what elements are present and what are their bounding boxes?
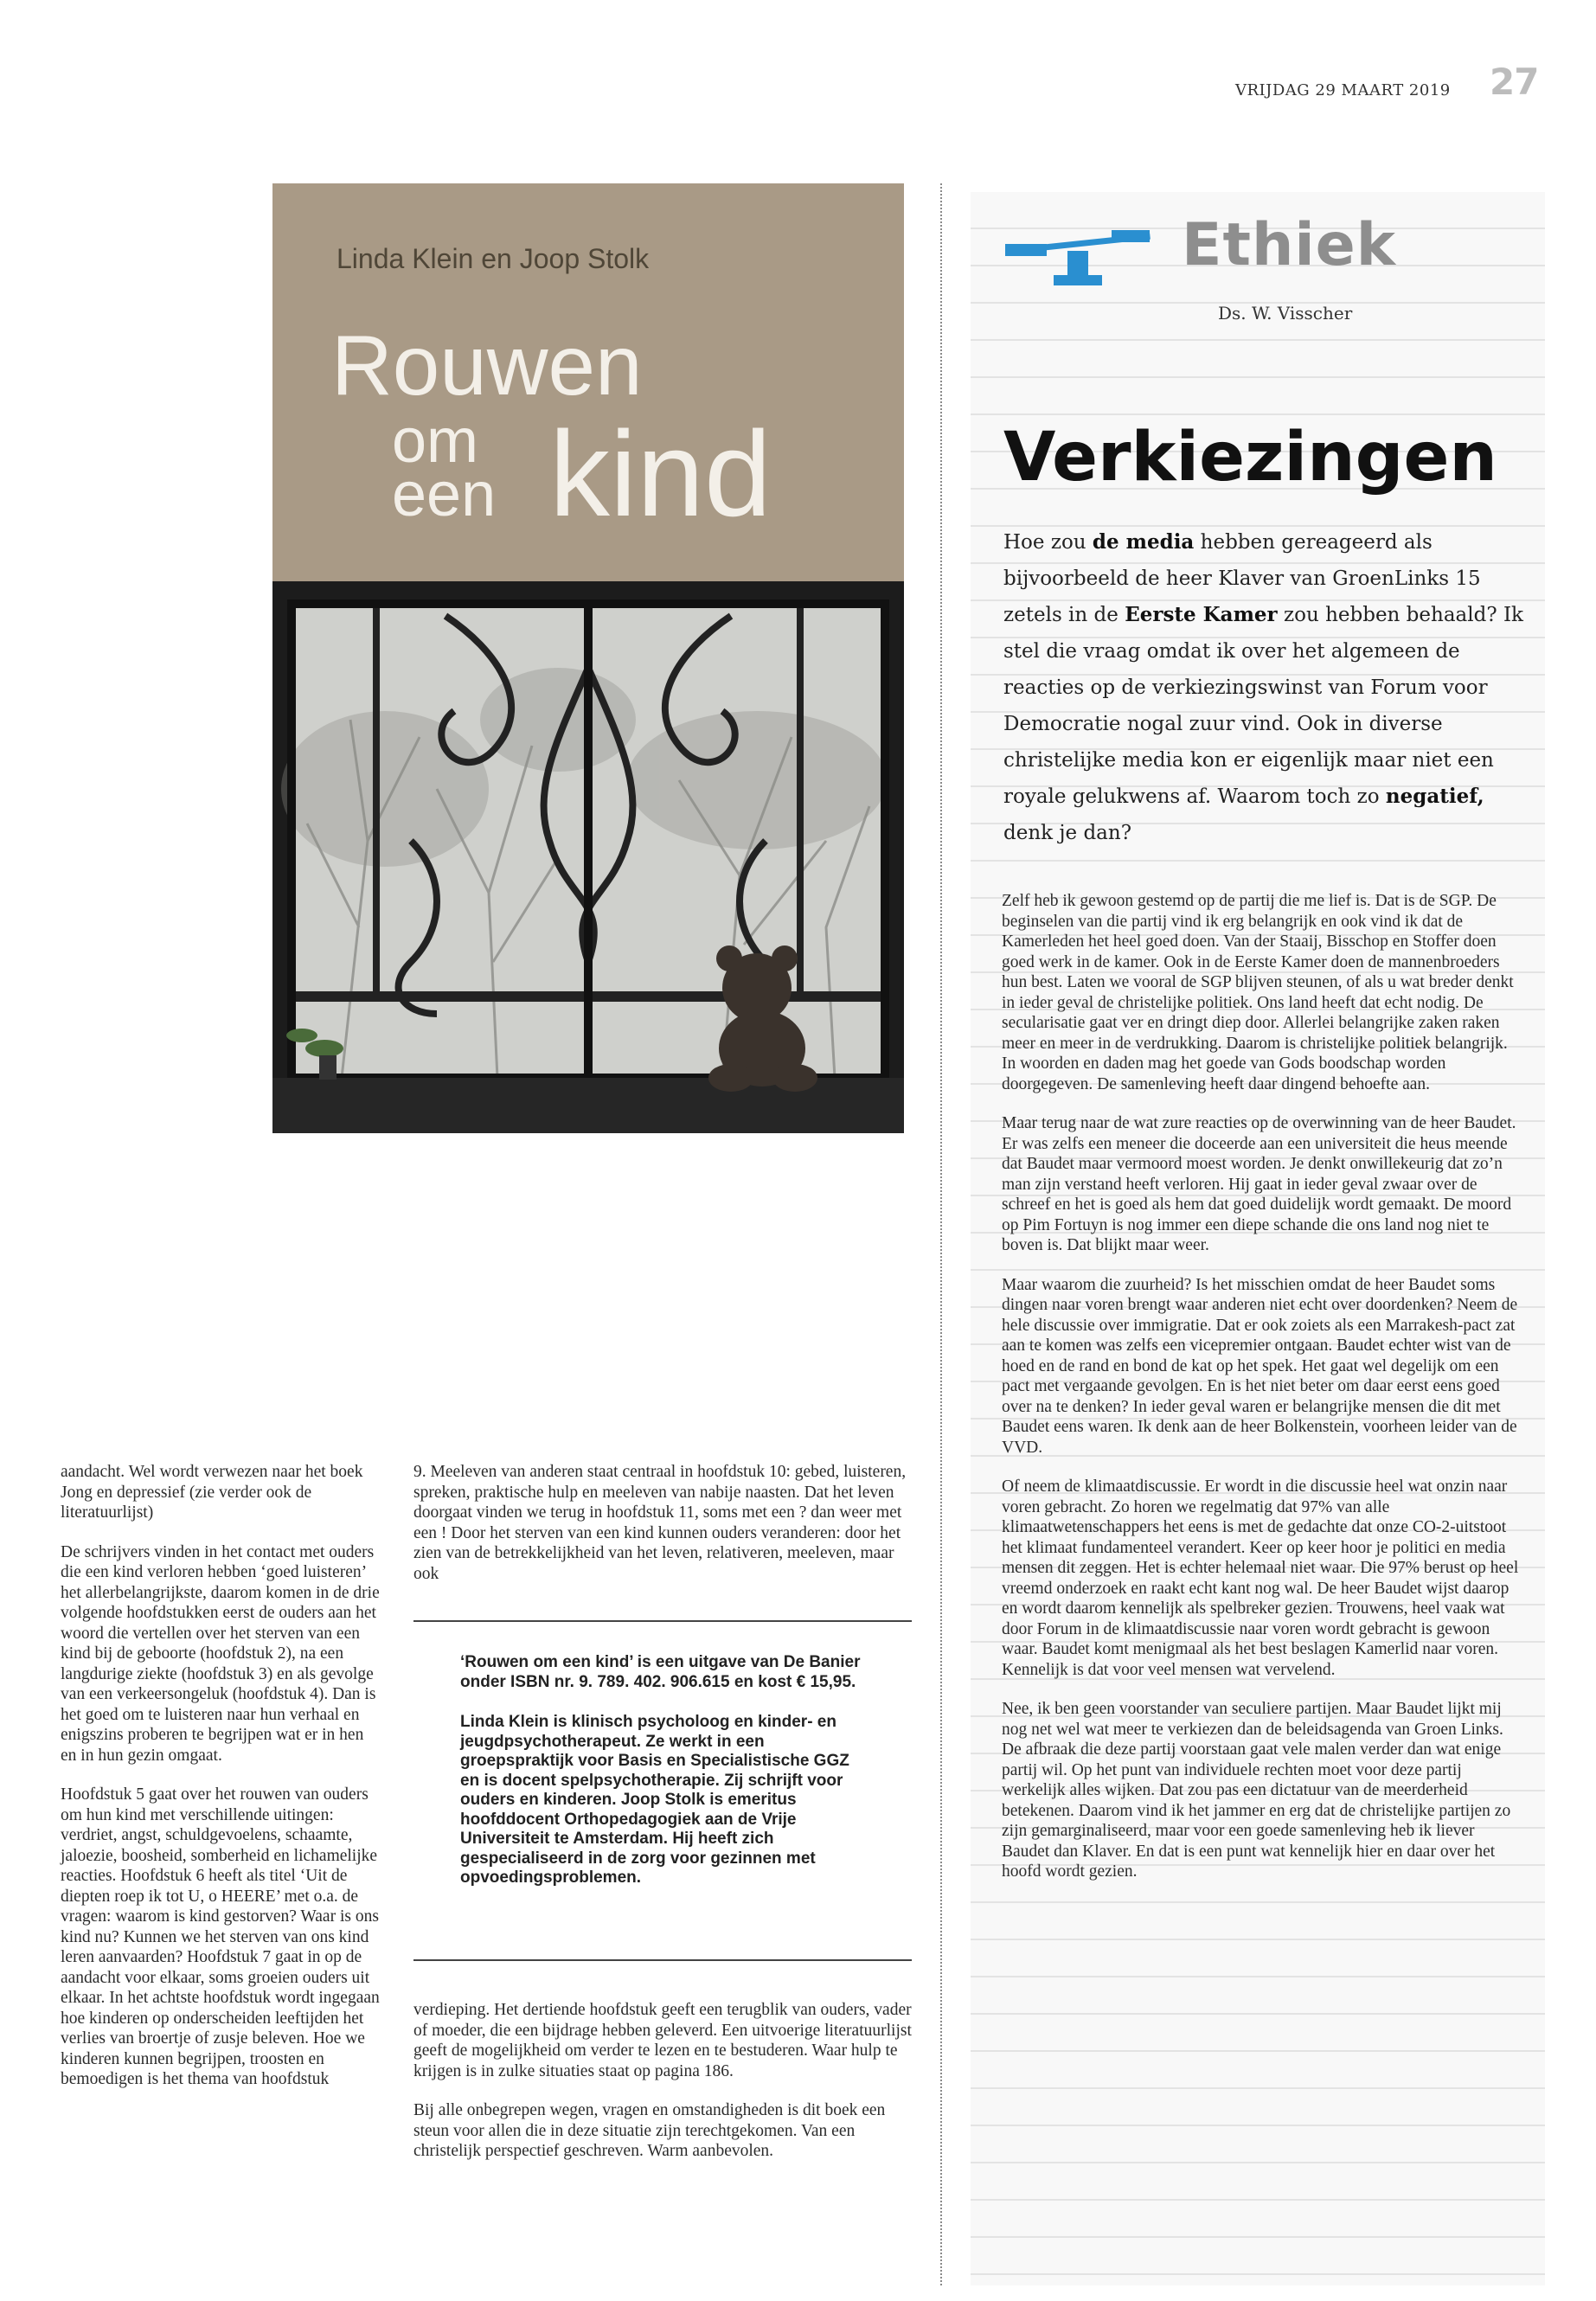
column-paragraph: Zelf heb ik gewoon gestemd op de partij die me lief is. Dat is de SGP. De beginselen van die partij vind ik erg belangrijk en ook vind ik dat de Kamerleden het heel goed doen. Van der Staaij, Bisschop en Stoffer doen goed werk in de kamer. Ook in de Eerste Kamer doen de mannenbroeders hun best. Laten we vooral de SGP blijven steunen, of als u wat breder denkt in ieder geval de christelijke politiek. Ons land heeft dat echt nodig. De secularisatie gaat ver en dringt diep door. Allerlei belangrijke zaken raken meer en meer in de verdrukking. Daarom is christelijke politiek belangrijk. In woorden en daden mag het goede van Gods boodschap worden doorgegeven. De samenleving heeft daar dingend behoefte aan. (1002, 892, 1514, 1093)
column-paragraph: Nee, ik ben geen voorstander van seculiere partijen. Maar Baudet lijkt mij nog net wel wat meer te verkiezen dan de beleidsagenda van Groen Links. De afbraak die deze partij voorstaan gaat vele malen verder dan wat enige partij wil. Op het punt van individuele rechten moet voor deze partij werkelijk alles wijken. Dat zou pas een dictatuur van de meerderheid betekenen. Daarom vind ik het jammer en erg dat de christelijke partijen zo zijn gemarginaliseerd, maar voor een goede samenleving heb ik liever Baudet dan Klaver. En dat is een punt wat kennelijk hier en daar over het hoofd wordt gezien. (1002, 1700, 1511, 1881)
review-column-2-bottom (413, 2000, 912, 2162)
section-title: Ethiek (1182, 211, 1397, 279)
review-paragraph: De schrijvers vinden in het contact met ouders die een kind verloren hebben ‘goed luisteren’ het allerbelangrijkste, daarom komen in de drie volgende hoofdstukken eerst de ouders aan het woord die vertellen over het sterven van een kind bij de geboorte (hoofdstuk 2), na een langdurige ziekte (hoofdstuk 3) en als gevolge van een verkeersongeluk (hoofdstuk 4). Dan is het goed om te luisteren naar hun verhaal en enigszins proberen te begrijpen wat er in hen en in hun gezin omgaat. (61, 1542, 380, 1765)
cover-title-line1: Rouwen (331, 317, 643, 413)
scales-icon (1003, 215, 1152, 292)
review-paragraph: 9. Meeleven van anderen staat centraal in hoofdstuk 10: gebed, luisteren, spreken, praktische hulp en meeleven van nabije naasten. Dat het leven doorgaat vinden we terug in hoofdstuk 11, soms met een ? dan weer met een ! Door het sterven van een kind kunnen ouders veranderen: door het zien van de betrekkelijkheid van het leven, relativeren, meeleven, maar ook (413, 1463, 907, 1583)
review-column-1 (61, 1462, 382, 2090)
review-column-2-top (413, 1462, 912, 1584)
author-info-text: Linda Klein is klinisch psycholoog en kinder- en jeugdpsychotherapeut. Ze werkt in een groepspraktijk voor Basis en Specialistische GGZ en is docent spelpsychotherapie. Zij schrijft voor ouders en kinderen. Joop Stolk is emeritus hoofddocent Orthopedagogiek aan de Vrije Universiteit te Amsterdam. Hij heeft zich gespecialiseerd in de zorg voor gezinnen met opvoedingsproblemen. (460, 1713, 849, 1887)
review-paragraph: Hoofdstuk 5 gaat over het rouwen van ouders om hun kind met verschillende uitingen: verdriet, angst, schuldgevoelens, schaamte, jaloezie, boosheid, somberheid en lichamelijke reacties. Hoofdstuk 6 heeft als titel ‘Uit de diepten roep ik tot U, o HEERE’ met o.a. de vragen: waarom is kind gestorven? Waar is ons kind nu? Kunnen we het sterven van ons kind leren aanvaarden? Hoofdstuk 7 gaat in op de aandacht voor elkaar, soms groeien ouders uit elkaar. In het achtste hoofdstuk wordt ingegaan hoe kinderen op onderscheiden leeftijden het verlies van broertje of zusje beleven. Hoe we kinderen kunnen begrijpen, troosten en bemoedigen is het thema van hoofdstuk (61, 1785, 380, 2088)
book-cover-photo (272, 183, 904, 1133)
page-date: VRIJDAG 29 MAART 2019 (1235, 81, 1451, 99)
review-paragraph: verdieping. Het dertiende hoofdstuk geeft een terugblik van ouders, vader of moeder, die een bijdrage hebben geleverd. Een uitvoerige literatuurlijst geeft de mogelijkheid om verder te lezen en te bestuderen. Waar hulp te krijgen is in zulke situaties staat op pagina 186. (413, 2001, 912, 2080)
column-divider (940, 183, 942, 2285)
lead-paragraph: Hoe zou de media hebben gereageerd als bijvoorbeeld de heer Klaver van GroenLinks 15 zetels in de Eerste Kamer zou hebben behaald? Ik stel die vraag omdat ik over het algemeen de reacties op de verkiezingswinst van Forum voor Democratie nogal zuur vind. Ook in diverse christelijke media kon er eigenlijk maar niet een royale gelukwens af. Waarom toch zo negatief, denk je dan? (1003, 530, 1523, 844)
cover-authors: Linda Klein en Joop Stolk (337, 243, 650, 274)
headline: Verkiezingen (1003, 419, 1497, 497)
column-paragraph: Of neem de klimaatdiscussie. Er wordt in die discussie heel wat onzin naar voren gebracht. Zo horen we regelmatig dat 97% van alle klimaatwetenschappers het eens is met de gedachte dat onze CO-2-uitstoot het klimaat fundamenteel verandert. Keer op keer hoor je politici en media mensen dit zeggen. Het is echter helemaal niet waar. Die 97% berust op heel vreemd onderzoek en raakt echt kant nog wal. De heer Baudet wijst daarop en wordt daarom kennelijk als spelbreker gezien. Trouwens, heel vaak wat door Forum in de klimaatdiscussie naar voren wordt gebracht is gewoon waar. Baudet komt menigmaal als het best beslagen Kamerlid naar voren. Kennelijk is dat voor veel mensen wat vervelend. (1002, 1477, 1519, 1679)
column-paragraph: Maar waarom die zuurheid? Is het misschien omdat de heer Baudet soms dingen naar voren brengt waar anderen niet echt over doordenken? Neem de hele discussie over immigratie. Dat er ook zoiets als een Marrakesh-pact zat aan te komen was zelfs een vicepremier ontgaan. Baudet echter wist van de hoed en de rand en bond de kat op het spek. Het gaat wel degelijk om een pact met vergaande gevolgen. En is het niet beter om daar eerst eens goed over na te denken? In ieder geval waren er belangrijke mensen die dit met Baudet eens waren. Ik denk aan de heer Bolkenstein, voorheen leider van de VVD. (1002, 1275, 1518, 1457)
review-paragraph: aandacht. Wel wordt verwezen naar het boek Jong en depressief (zie verder ook de literatuurlijst) (61, 1463, 363, 1522)
book-info-text: ‘Rouwen om een kind’ is een uitgave van De Banier onder ISBN nr. 9. 789. 402. 906.615 en kost € 15,95. (460, 1653, 861, 1691)
column-author: Ds. W. Visscher (1218, 303, 1353, 324)
cover-title-om: om (392, 407, 479, 476)
cover-title-kind: kind (549, 406, 772, 542)
column-body (1002, 891, 1525, 1882)
book-cover-image (272, 183, 904, 1133)
cover-title-een: een (392, 460, 497, 529)
page-number: 27 (1490, 61, 1539, 103)
book-info-box (413, 1620, 912, 1961)
column-paragraph: Maar terug naar de wat zure reacties op de overwinning van de heer Baudet. Er was zelfs een meneer die doceerde aan een universiteit die heus meende dat Baudet maar vermoord moest worden. Je denkt onwillekeurig dat zo’n man zijn verstand heeft verloren. Hij gaat in ieder geval zwaar over de schreef en het is goed als hem dat goed duidelijk wordt gemaakt. De moord op Pim Fortuyn is nog immer een diepe schande die ons land nog niet te boven is. Dat blijkt maar weer. (1002, 1114, 1516, 1254)
review-paragraph: Bij alle onbegrepen wegen, vragen en omstandigheden is dit boek een steun voor allen die in deze situatie zijn terechtgekomen. Van een christelijk perspectief geschreven. Warm aanbevolen. (413, 2101, 886, 2160)
